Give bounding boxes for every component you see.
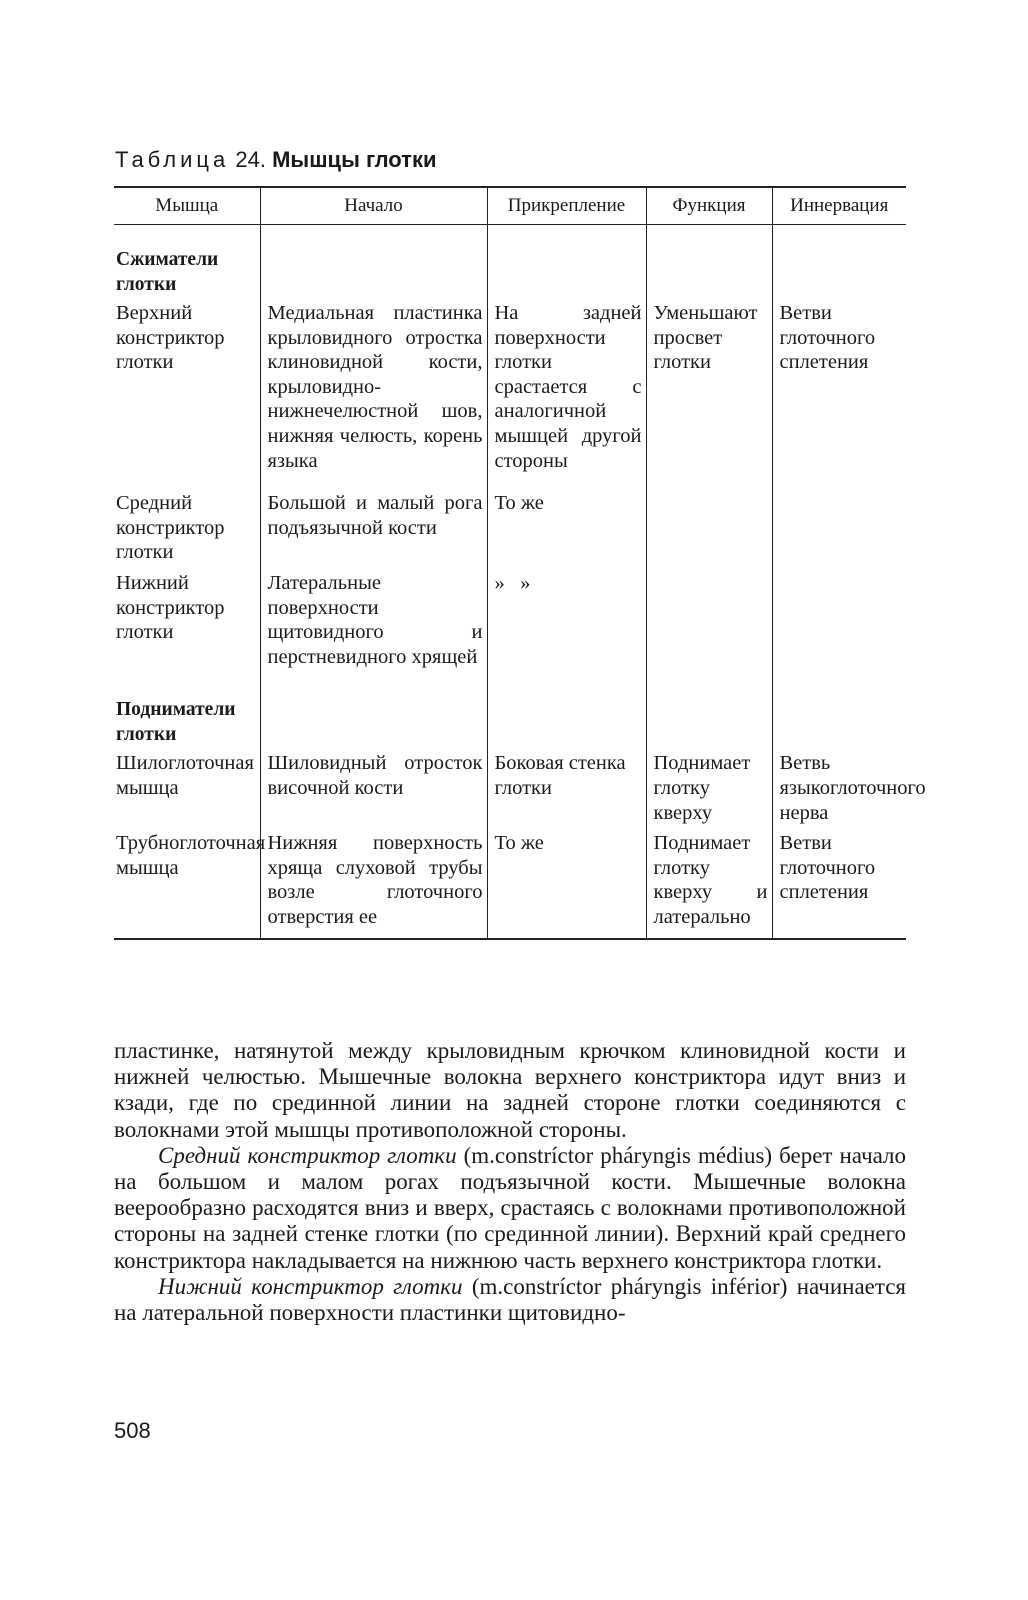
header-muscle: Мышца — [114, 187, 260, 225]
header-innervation: Иннервация — [772, 187, 906, 225]
latin-term: (m.constríctor pháryngis inférior) — [471, 1273, 788, 1299]
term-italic: Средний констриктор глотки — [158, 1142, 457, 1168]
cell-innervation: Ветвь языкоглоточного нерва — [772, 751, 906, 831]
cell-muscle: Трубноглоточная мышца — [116, 832, 266, 879]
cell-muscle: Нижний констриктор глотки — [116, 571, 225, 644]
group-row-constrictors — [114, 225, 906, 302]
cell-origin: Латеральные поверхности щитовидного и перстневидного хрящей — [260, 571, 487, 675]
cell-innervation — [772, 571, 906, 675]
cell-function — [646, 491, 772, 571]
caption-label: Таблица — [115, 147, 230, 172]
cell-insertion: На задней поверхности глотки срастается с аналогичной мышцей другой стороны — [487, 301, 646, 491]
cell-origin: Медиальная пластинка крыловидного отростка клиновидной кости, крыловидно-нижнечелюстной шов, нижняя челюсть, корень языка — [260, 301, 487, 491]
table-caption — [115, 146, 437, 174]
caption-title: Мышцы глотки — [272, 147, 437, 172]
cell-insertion: Боковая стенка глотки — [487, 751, 646, 831]
cell-function: Уменьшают просвет глотки — [646, 301, 772, 491]
cell-function: Поднимает глотку кверху и латерально — [646, 831, 772, 939]
cell-muscle: Шилоглоточная мышца — [116, 752, 254, 799]
table-row — [114, 491, 906, 571]
paragraph — [114, 1274, 906, 1326]
cell-muscle: Верхний констриктор глотки — [116, 302, 225, 374]
table-row — [114, 301, 906, 491]
table-header-row — [114, 187, 906, 225]
latin-term: (m.constríctor pháryngis médius) — [463, 1142, 773, 1168]
table-row — [114, 571, 906, 675]
cell-insertion: То же — [487, 491, 646, 571]
body-text — [114, 1038, 906, 1326]
cell-innervation: Ветви глоточного сплетения — [772, 831, 906, 939]
group-name: Сжиматели глотки — [116, 249, 219, 295]
term-italic: Нижний констриктор глотки — [158, 1273, 463, 1299]
caption-number: 24. — [235, 147, 266, 172]
header-insertion: Прикрепление — [487, 187, 646, 225]
cell-insertion: » » — [487, 571, 646, 675]
table-row — [114, 831, 906, 939]
cell-muscle: Средний констриктор глотки — [116, 492, 225, 564]
group-row-elevators — [114, 675, 906, 751]
paragraph-text: начинается на латеральной поверхности пластинки щитовидно- — [114, 1273, 907, 1326]
cell-origin: Шиловидный отросток височной кости — [260, 751, 487, 831]
pharynx-muscles-table — [114, 186, 926, 940]
cell-function — [646, 571, 772, 675]
table-row — [114, 751, 906, 831]
cell-innervation — [772, 491, 906, 571]
page-number: 508 — [114, 1418, 151, 1443]
paragraph-text: берет начало на большом и малом рогах подъязычной кости. Мышечные волокна веерообразно расходятся вниз и вверх, срастаясь с волокнами противоположной стороны на задней стенке глотки (по срединной линии). Верхний край среднего констриктора накладывается на нижнюю часть верхнего констриктора глотки. — [114, 1142, 907, 1273]
cell-innervation: Ветви глоточного сплетения — [772, 301, 906, 491]
paragraph — [114, 1143, 906, 1274]
header-origin: Начало — [260, 187, 487, 225]
paragraph: пластинке, натянутой между крыловидным крючком клиновидной кости и нижней челюстью. Мышечные волокна верхнего констриктора идут вниз и кзади, где по срединной линии на задней стороне глотки соединяются с волокнами этой мышцы противоположной стороны. — [114, 1038, 906, 1142]
cell-insertion: То же — [487, 831, 646, 939]
cell-function: Поднимает глотку кверху — [646, 751, 772, 831]
group-name: Подниматели глотки — [116, 699, 236, 746]
cell-origin: Большой и малый рога подъязычной кости — [260, 491, 487, 571]
cell-origin: Нижняя поверхность хряща слуховой трубы возле глоточного отверстия ее — [260, 831, 487, 939]
header-function: Функция — [646, 187, 772, 225]
